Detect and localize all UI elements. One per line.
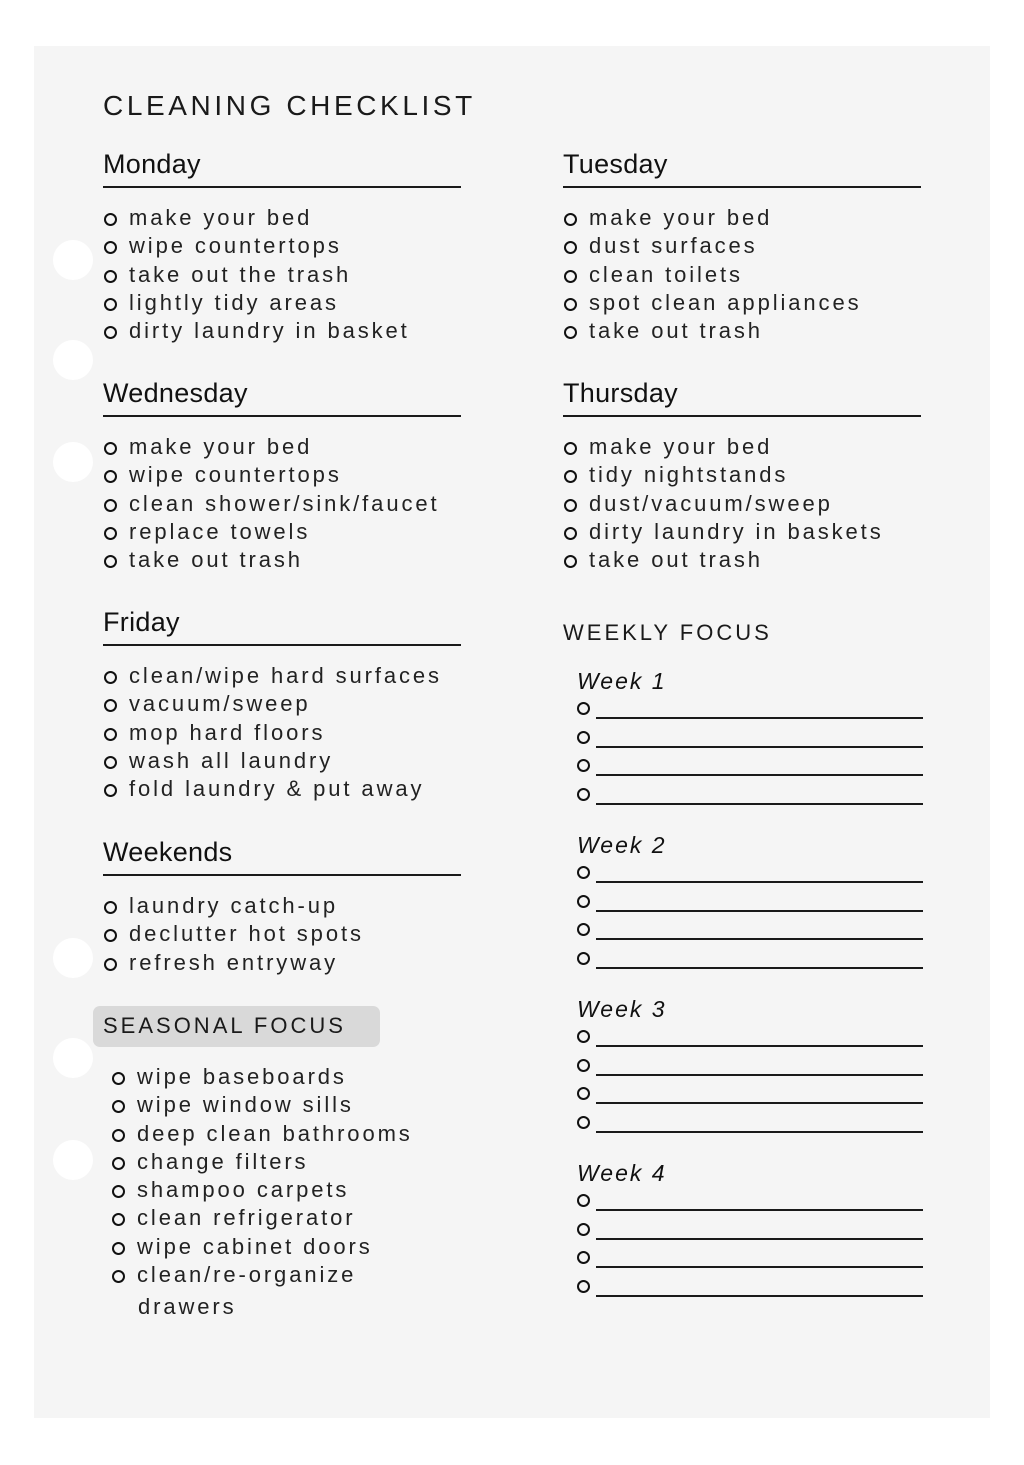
blank-entry-row[interactable]	[577, 895, 927, 924]
section-weekends	[103, 836, 463, 977]
task-item[interactable]	[103, 747, 463, 775]
checkbox-circle-icon[interactable]	[112, 1270, 125, 1283]
task-label: dirty laundry in basket	[129, 318, 410, 344]
checkbox-circle-icon[interactable]	[577, 895, 590, 908]
blank-entry-row[interactable]	[577, 866, 927, 895]
blank-entry-row[interactable]	[577, 1251, 927, 1280]
task-item[interactable]	[103, 518, 463, 546]
task-item[interactable]	[111, 1120, 491, 1148]
blank-entry-row[interactable]	[577, 1116, 927, 1145]
task-label: make your bed	[129, 434, 313, 459]
task-label: wipe countertops	[129, 233, 342, 259]
heading-underline	[103, 874, 461, 876]
seasonal-focus-badge	[93, 1006, 380, 1047]
punch-hole	[53, 240, 93, 280]
task-label: clean/wipe hard surfaces	[129, 663, 442, 688]
blank-entry-row[interactable]	[577, 731, 927, 760]
task-list	[103, 892, 463, 977]
task-label: clean/re-organize	[137, 1262, 357, 1288]
task-label: dust surfaces	[589, 233, 758, 259]
task-item[interactable]	[103, 289, 463, 317]
weekly-focus-heading: WEEKLY FOCUS	[563, 620, 772, 645]
task-item[interactable]	[103, 490, 463, 518]
task-label: clean refrigerator	[137, 1205, 356, 1231]
writing-line[interactable]	[596, 774, 923, 776]
task-label: vacuum/sweep	[129, 691, 311, 717]
writing-line[interactable]	[596, 1209, 923, 1211]
checkbox-circle-icon[interactable]	[577, 1280, 590, 1293]
blank-entry-row[interactable]	[577, 923, 927, 952]
checkbox-circle-icon[interactable]	[104, 499, 117, 512]
task-list	[103, 433, 463, 574]
task-label: deep clean bathrooms	[137, 1120, 413, 1146]
task-item[interactable]	[103, 690, 463, 718]
task-item[interactable]	[563, 289, 923, 317]
checkbox-circle-icon[interactable]	[104, 555, 117, 568]
checkbox-circle-icon[interactable]	[112, 1213, 125, 1226]
blank-entry-row[interactable]	[577, 1280, 927, 1309]
blank-entry-row[interactable]	[577, 1059, 927, 1088]
checkbox-circle-icon[interactable]	[564, 270, 577, 283]
section-heading: Wednesday	[103, 378, 248, 408]
checkbox-circle-icon[interactable]	[104, 901, 117, 914]
writing-line[interactable]	[596, 938, 923, 940]
section-heading: Thursday	[563, 378, 678, 408]
task-item[interactable]	[111, 1148, 491, 1176]
task-item[interactable]	[563, 490, 923, 518]
task-item[interactable]	[103, 949, 463, 977]
week-block-1	[577, 668, 927, 816]
punch-hole	[53, 340, 93, 380]
section-heading: Friday	[103, 607, 180, 637]
checkbox-circle-icon[interactable]	[564, 442, 577, 455]
checkbox-circle-icon[interactable]	[577, 702, 590, 715]
writing-line[interactable]	[596, 1131, 923, 1133]
checkbox-circle-icon[interactable]	[577, 1116, 590, 1129]
task-label: dirty laundry in baskets	[589, 518, 884, 544]
task-label: make your bed	[589, 205, 773, 230]
task-item[interactable]	[103, 433, 463, 461]
checkbox-circle-icon[interactable]	[564, 326, 577, 339]
task-item[interactable]	[103, 204, 463, 232]
section-heading: Weekends	[103, 837, 233, 867]
writing-line[interactable]	[596, 803, 923, 805]
checkbox-circle-icon[interactable]	[577, 1194, 590, 1207]
task-item[interactable]	[111, 1261, 491, 1289]
blank-entry-row[interactable]	[577, 1194, 927, 1223]
blank-entry-row[interactable]	[577, 788, 927, 817]
checkbox-circle-icon[interactable]	[104, 929, 117, 942]
checkbox-circle-icon[interactable]	[104, 298, 117, 311]
writing-line[interactable]	[596, 1295, 923, 1297]
checkbox-circle-icon[interactable]	[104, 470, 117, 483]
task-list	[103, 662, 463, 803]
checkbox-circle-icon[interactable]	[104, 326, 117, 339]
blank-entry-row[interactable]	[577, 1087, 927, 1116]
task-list	[563, 204, 923, 345]
section-monday	[103, 148, 463, 345]
week-label: Week 4	[577, 1160, 667, 1186]
checkbox-circle-icon[interactable]	[577, 788, 590, 801]
writing-line[interactable]	[596, 967, 923, 969]
heading-underline	[103, 186, 461, 188]
checkbox-circle-icon[interactable]	[577, 1059, 590, 1072]
checkbox-circle-icon[interactable]	[564, 241, 577, 254]
task-label: declutter hot spots	[129, 921, 364, 947]
task-label: take out trash	[589, 318, 763, 344]
checkbox-circle-icon[interactable]	[564, 555, 577, 568]
task-item[interactable]	[111, 1233, 491, 1261]
checkbox-circle-icon[interactable]	[104, 728, 117, 741]
task-item[interactable]	[563, 232, 923, 260]
task-item-continuation	[111, 1293, 491, 1321]
task-item[interactable]	[111, 1091, 491, 1119]
punch-hole	[53, 1140, 93, 1180]
section-thursday	[563, 377, 923, 574]
task-label: clean toilets	[589, 261, 743, 287]
task-label: wipe cabinet doors	[137, 1233, 373, 1259]
week-block-2	[577, 832, 927, 980]
task-item[interactable]	[563, 261, 923, 289]
checkbox-circle-icon[interactable]	[564, 499, 577, 512]
writing-line[interactable]	[596, 717, 923, 719]
checkbox-circle-icon[interactable]	[577, 1087, 590, 1100]
section-friday	[103, 606, 463, 803]
checkbox-circle-icon[interactable]	[112, 1185, 125, 1198]
checkbox-circle-icon[interactable]	[577, 731, 590, 744]
task-item[interactable]	[103, 461, 463, 489]
blank-entry-row[interactable]	[577, 1030, 927, 1059]
blank-entry-row[interactable]	[577, 1223, 927, 1252]
week-label: Week 1	[577, 668, 667, 694]
checkbox-circle-icon[interactable]	[577, 1030, 590, 1043]
task-item[interactable]	[563, 204, 923, 232]
task-item[interactable]	[103, 546, 463, 574]
blank-entry-row[interactable]	[577, 702, 927, 731]
section-wednesday	[103, 377, 463, 574]
checkbox-circle-icon[interactable]	[577, 923, 590, 936]
checkbox-circle-icon[interactable]	[104, 671, 117, 684]
task-label: refresh entryway	[129, 949, 339, 975]
checkbox-circle-icon[interactable]	[104, 756, 117, 769]
checkbox-circle-icon[interactable]	[577, 866, 590, 879]
task-item[interactable]	[103, 232, 463, 260]
task-item[interactable]	[111, 1204, 491, 1232]
week-label: Week 2	[577, 832, 667, 858]
checkbox-circle-icon[interactable]	[112, 1100, 125, 1113]
writing-line[interactable]	[596, 1266, 923, 1268]
task-label: drawers	[138, 1294, 237, 1320]
checkbox-circle-icon[interactable]	[112, 1242, 125, 1255]
writing-line[interactable]	[596, 1238, 923, 1240]
checkbox-circle-icon[interactable]	[104, 270, 117, 283]
blank-entry-row[interactable]	[577, 759, 927, 788]
task-label: make your bed	[129, 205, 313, 230]
checkbox-circle-icon[interactable]	[112, 1157, 125, 1170]
checkbox-circle-icon[interactable]	[104, 442, 117, 455]
checkbox-circle-icon[interactable]	[577, 1223, 590, 1236]
week-label: Week 3	[577, 996, 667, 1022]
task-label: dust/vacuum/sweep	[589, 490, 833, 516]
task-label: laundry catch-up	[129, 893, 339, 918]
task-label: mop hard floors	[129, 719, 326, 745]
task-label: fold laundry & put away	[129, 776, 425, 802]
task-list	[563, 433, 923, 574]
checkbox-circle-icon[interactable]	[104, 241, 117, 254]
task-label: replace towels	[129, 518, 311, 544]
task-list	[111, 1063, 491, 1322]
checkbox-circle-icon[interactable]	[577, 759, 590, 772]
task-label: shampoo carpets	[137, 1177, 350, 1203]
checkbox-circle-icon[interactable]	[104, 784, 117, 797]
punch-hole	[53, 1038, 93, 1078]
task-label: spot clean appliances	[589, 289, 862, 315]
task-item[interactable]	[103, 317, 463, 345]
task-item[interactable]	[563, 461, 923, 489]
page-title: CLEANING CHECKLIST	[103, 90, 476, 121]
section-heading: Monday	[103, 149, 201, 179]
checkbox-circle-icon[interactable]	[112, 1072, 125, 1085]
heading-underline	[563, 186, 921, 188]
writing-line[interactable]	[596, 910, 923, 912]
task-label: wipe countertops	[129, 462, 342, 488]
task-label: tidy nightstands	[589, 462, 789, 488]
checkbox-circle-icon[interactable]	[577, 1251, 590, 1264]
task-label: wash all laundry	[129, 747, 334, 773]
checkbox-circle-icon[interactable]	[104, 213, 117, 226]
writing-line[interactable]	[596, 1102, 923, 1104]
writing-line[interactable]	[596, 746, 923, 748]
checkbox-circle-icon[interactable]	[104, 699, 117, 712]
task-item[interactable]	[103, 775, 463, 803]
week-block-3	[577, 996, 927, 1144]
checkbox-circle-icon[interactable]	[564, 298, 577, 311]
task-item[interactable]	[111, 1063, 491, 1091]
task-item[interactable]	[563, 518, 923, 546]
punch-hole	[53, 442, 93, 482]
heading-underline	[563, 415, 921, 417]
section-tuesday	[563, 148, 923, 345]
task-label: take out the trash	[129, 261, 352, 287]
task-item[interactable]	[103, 920, 463, 948]
checkbox-circle-icon[interactable]	[564, 470, 577, 483]
seasonal-focus-heading: SEASONAL FOCUS	[103, 1013, 346, 1038]
task-label: take out trash	[129, 547, 303, 573]
writing-line[interactable]	[596, 881, 923, 883]
writing-line[interactable]	[596, 1074, 923, 1076]
section-heading: Tuesday	[563, 149, 668, 179]
heading-underline	[103, 415, 461, 417]
task-item[interactable]	[103, 261, 463, 289]
task-label: lightly tidy areas	[129, 289, 339, 315]
week-block-4	[577, 1160, 927, 1308]
blank-entry-row[interactable]	[577, 952, 927, 981]
task-item[interactable]	[563, 433, 923, 461]
seasonal-focus-list	[111, 1063, 491, 1322]
task-item[interactable]	[563, 317, 923, 345]
task-item[interactable]	[103, 892, 463, 920]
checkbox-circle-icon[interactable]	[112, 1129, 125, 1142]
task-list	[103, 204, 463, 345]
task-label: wipe window sills	[137, 1092, 354, 1118]
checkbox-circle-icon[interactable]	[104, 527, 117, 540]
checkbox-circle-icon[interactable]	[104, 958, 117, 971]
task-label: take out trash	[589, 547, 763, 573]
checkbox-circle-icon[interactable]	[564, 527, 577, 540]
task-label: clean shower/sink/faucet	[129, 490, 440, 516]
writing-line[interactable]	[596, 1045, 923, 1047]
task-label: wipe baseboards	[137, 1064, 347, 1089]
checkbox-circle-icon[interactable]	[577, 952, 590, 965]
task-item[interactable]	[111, 1176, 491, 1204]
task-item[interactable]	[563, 546, 923, 574]
punch-hole	[53, 938, 93, 978]
task-item[interactable]	[103, 662, 463, 690]
heading-underline	[103, 644, 461, 646]
task-label: make your bed	[589, 434, 773, 459]
task-item[interactable]	[103, 719, 463, 747]
checkbox-circle-icon[interactable]	[564, 213, 577, 226]
task-label: change filters	[137, 1148, 309, 1174]
